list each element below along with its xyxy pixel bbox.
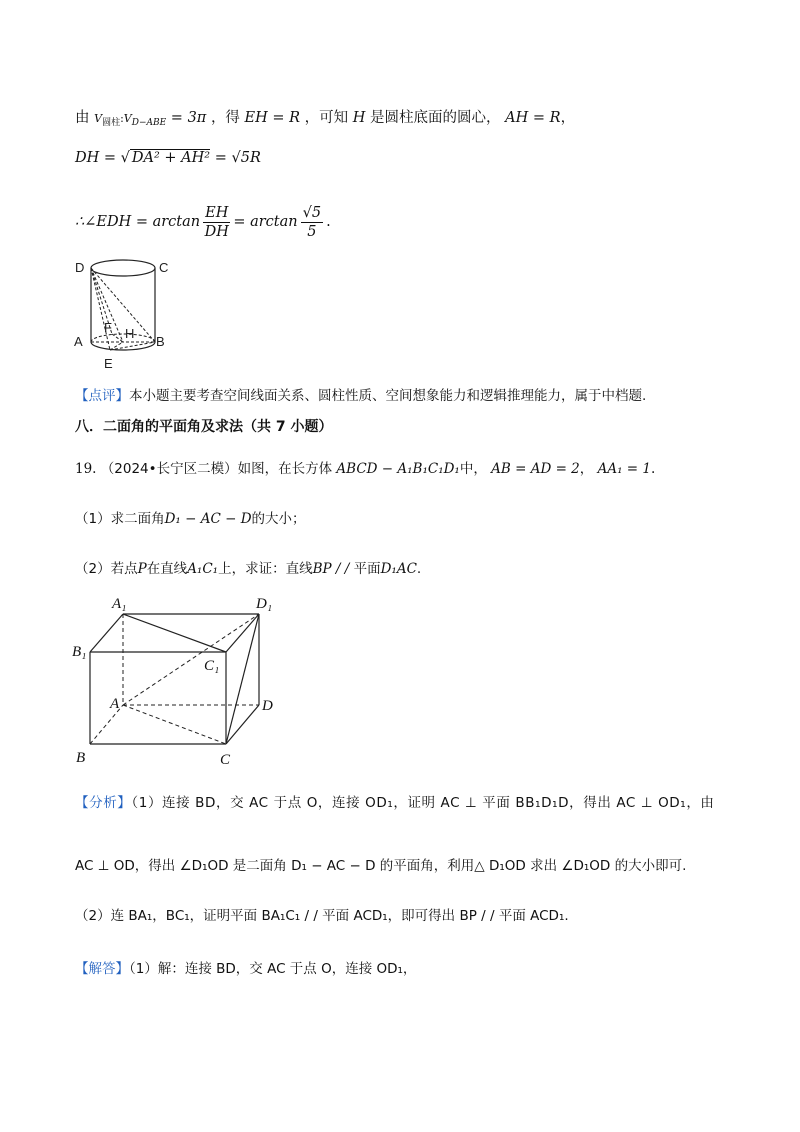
- math-p: P: [137, 561, 147, 577]
- diagonal-ac: [123, 705, 226, 744]
- fraction-eh-dh: [203, 204, 230, 241]
- label-b1: B₁: [72, 644, 87, 660]
- label-a: A: [74, 334, 83, 349]
- label-d: D: [262, 698, 273, 714]
- answer-tag: 【解答】: [75, 961, 129, 977]
- math-dh: DH =: [75, 150, 121, 166]
- review-paragraph: [75, 386, 646, 406]
- text: ，: [560, 110, 576, 126]
- math-condition-2: AA₁ = 1: [597, 461, 651, 477]
- section-heading: 八．二面角的平面角及求法（共 7 小题）: [75, 419, 333, 435]
- label-d: D: [75, 260, 85, 275]
- ratio-value: = 3π: [166, 110, 207, 126]
- radicand: DA² + AH²: [131, 150, 211, 166]
- text: （1）求二面角: [75, 511, 165, 527]
- math-angle: ∴∠EDH = arctan: [75, 214, 201, 230]
- label-a: A: [110, 696, 120, 712]
- period: .: [650, 461, 656, 477]
- math-result: √5R: [231, 150, 261, 166]
- solution-line-2: [75, 148, 261, 168]
- volume-symbol: V: [94, 112, 103, 125]
- label-c1: C₁: [204, 658, 220, 674]
- math-bp-parallel: BP / /: [312, 561, 354, 577]
- math-dihedral: D₁ − AC − D: [164, 511, 252, 527]
- text: ，: [579, 461, 594, 477]
- answer-text: （1）解：连接 BD，交 AC 于点 O，连接 OD₁，: [129, 961, 417, 977]
- label-h: H: [125, 326, 135, 341]
- label-f: F: [104, 320, 112, 335]
- analysis-text-1: （1）连接 BD，交 AC 于点 O，连接 OD₁，证明 AC ⊥ 平面 BB₁D₁D，得出 AC ⊥ OD₁，由: [131, 795, 715, 811]
- analysis-line-1: [75, 793, 715, 813]
- label-e: E: [104, 356, 113, 371]
- label-a1: A₁: [112, 596, 127, 612]
- text: 中，: [459, 461, 487, 477]
- question-19: [75, 459, 655, 479]
- label-c: C: [159, 260, 169, 275]
- text: ，得: [210, 110, 240, 126]
- solution-line-3: [75, 200, 331, 244]
- volume-symbol-2: V: [123, 112, 132, 125]
- colon: :: [120, 112, 124, 125]
- top-ellipse: [91, 260, 155, 276]
- label-c: C: [220, 752, 231, 768]
- question-number: 19.: [75, 461, 97, 477]
- diagonal-ad1: [123, 614, 259, 705]
- question-source: （2024•长宁区二模）如图，在长方体: [100, 461, 333, 477]
- text: 在直线: [146, 561, 188, 577]
- fraction-denominator: DH: [204, 223, 229, 240]
- fraction-denominator: 5: [307, 223, 317, 240]
- text: 上，求证：直线: [218, 561, 313, 577]
- review-tag: 【点评】: [75, 388, 129, 404]
- cylinder-figure: [70, 252, 180, 374]
- question-19-part-2: [75, 559, 421, 579]
- math-ah: AH = R: [505, 110, 561, 126]
- text: （2）若点: [75, 561, 138, 577]
- analysis-tag: 【分析】: [75, 795, 132, 811]
- text-prefix: 由: [75, 110, 90, 126]
- question-19-part-1: [75, 509, 306, 529]
- solution-line-1: [75, 108, 575, 133]
- volume-sub-pyramid: D−ABE: [131, 118, 167, 128]
- line-db: [91, 268, 155, 342]
- text: 的大小；: [251, 511, 306, 527]
- fraction-sqrt5-5: [301, 204, 323, 241]
- cuboid-figure: [70, 592, 290, 772]
- analysis-line-2: AC ⊥ OD，得出 ∠D₁OD 是二面角 D₁ − AC − D 的平面角，利用△ D₁OD 求出 ∠D₁OD 的大小即可.: [75, 858, 687, 874]
- math-a1c1: A₁C₁: [187, 561, 219, 577]
- equals: =: [210, 150, 232, 166]
- text: 是圆柱底面的圆心，: [370, 110, 501, 126]
- volume-sub-cylinder: 圆柱: [102, 118, 121, 128]
- label-d1: D₁: [256, 596, 273, 612]
- period: .: [326, 214, 331, 230]
- math-condition-1: AB = AD = 2: [491, 461, 580, 477]
- bottom-back-arc: [91, 334, 155, 342]
- sqrt-sign: √: [120, 150, 130, 166]
- review-text: 本小题主要考查空间线面关系、圆柱性质、空间想象能力和逻辑推理能力，属于中档题.: [129, 388, 647, 404]
- math-arctan: = arctan: [233, 214, 298, 230]
- math-cuboid: ABCD − A₁B₁C₁D₁: [336, 461, 460, 477]
- math-plane: D₁AC: [380, 561, 417, 577]
- label-b: B: [156, 334, 165, 349]
- text: ，可知: [304, 110, 349, 126]
- period: .: [416, 561, 422, 577]
- label-b: B: [76, 750, 86, 766]
- math-eh: EH = R: [244, 110, 301, 126]
- fraction-numerator: √5: [302, 204, 322, 221]
- fraction-numerator: EH: [205, 204, 229, 221]
- edge-b1a1: [90, 614, 123, 652]
- analysis-line-3: （2）连 BA₁，BC₁，证明平面 BA₁C₁ / / 平面 ACD₁，即可得出 BP / / 平面 ACD₁.: [75, 908, 569, 924]
- answer-line-1: [75, 959, 416, 979]
- math-h: H: [352, 110, 366, 126]
- text: 平面: [353, 561, 381, 577]
- line-de: [91, 268, 110, 350]
